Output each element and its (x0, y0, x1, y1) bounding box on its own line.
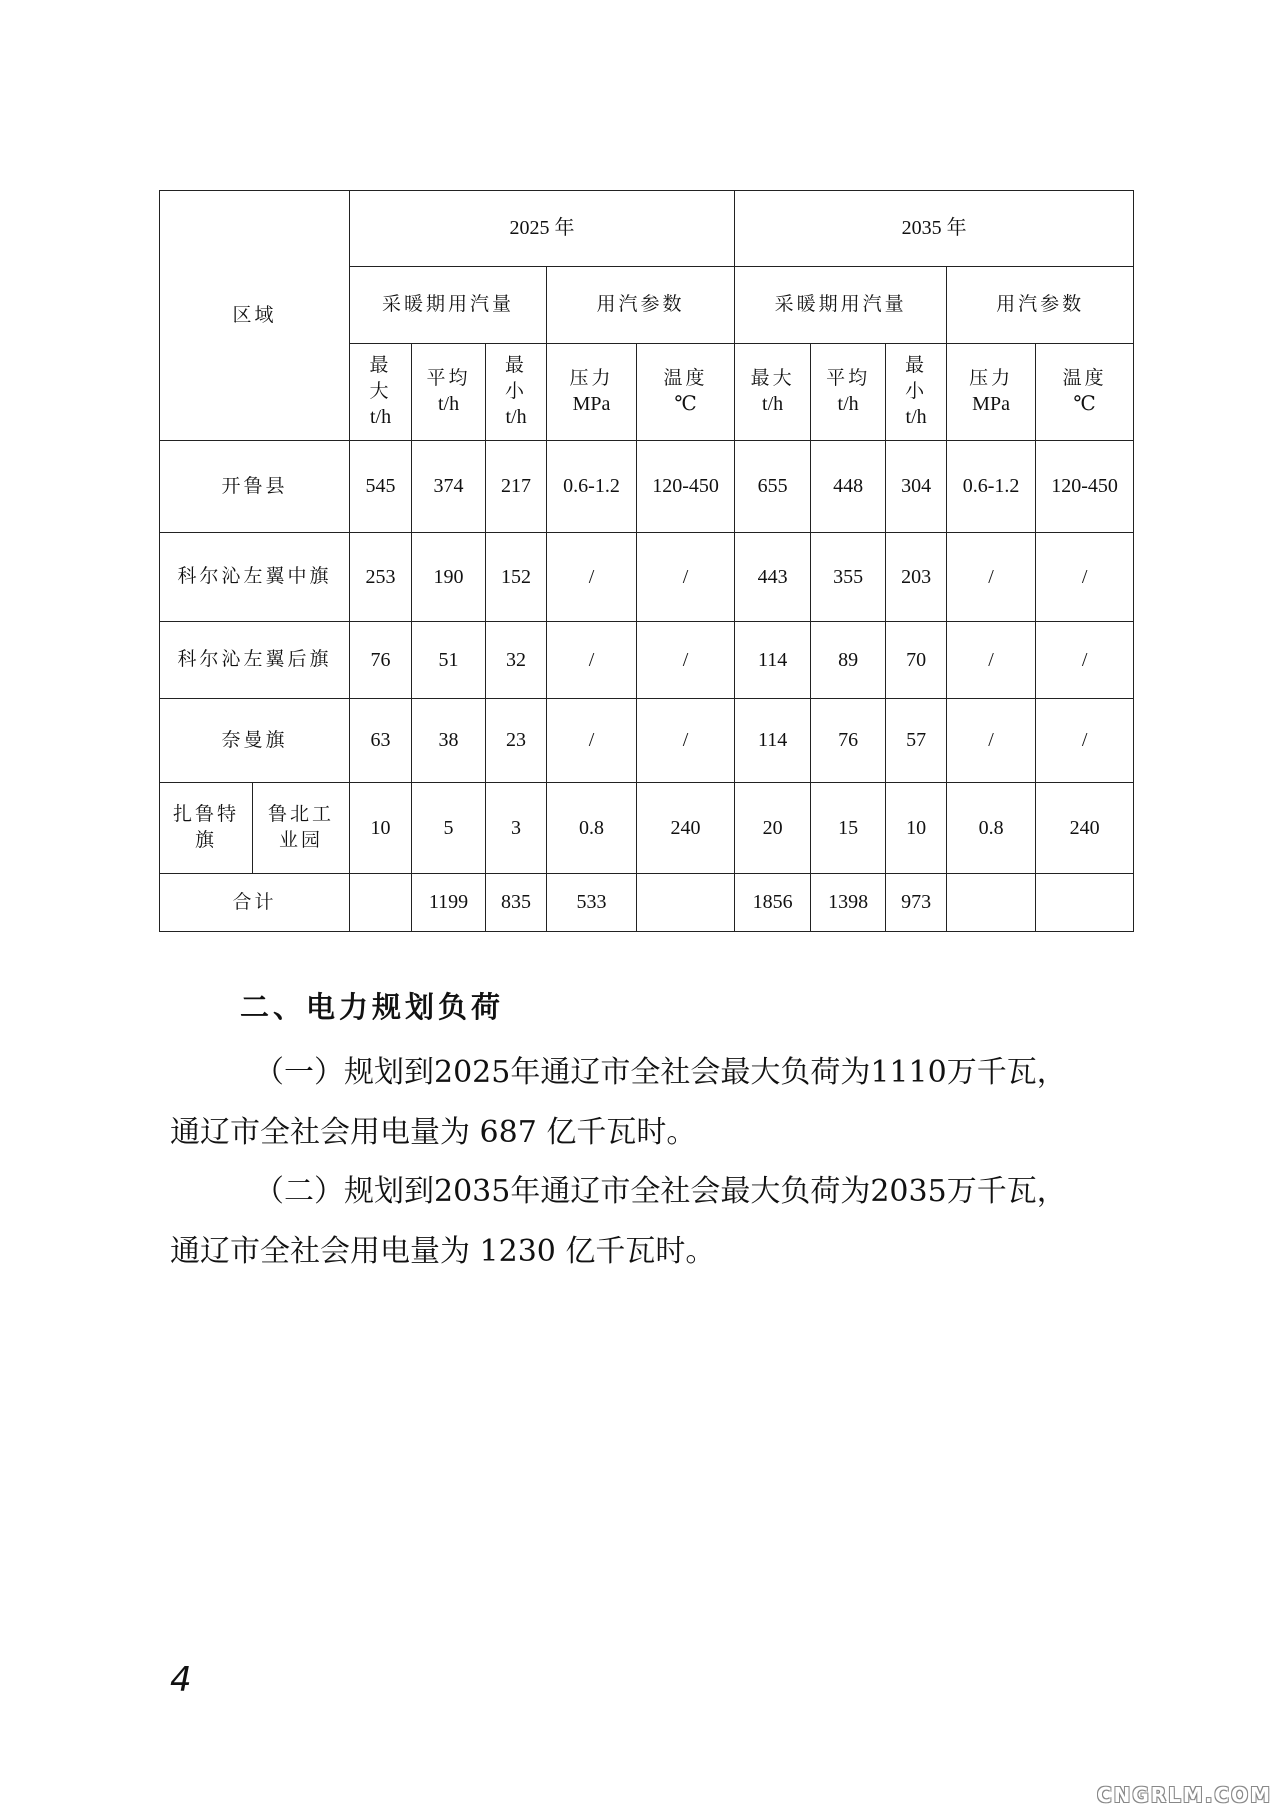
table-cell: 973 (886, 874, 947, 932)
header-sub-line: 压力 (969, 366, 1014, 389)
table-cell: 15 (811, 783, 886, 874)
table-cell: / (1036, 699, 1134, 783)
table-cell: / (947, 533, 1036, 622)
table-cell: 23 (486, 699, 547, 783)
table-cell: 114 (735, 699, 811, 783)
table-cell: 20 (735, 783, 811, 874)
header-sub-line: t/h (837, 393, 859, 416)
table-cell: 120-450 (1036, 441, 1134, 533)
table-row (160, 699, 1134, 783)
table-cell: 38 (412, 699, 486, 783)
table-cell (350, 874, 412, 932)
table-cell: 655 (735, 441, 811, 533)
table-cell: 190 (412, 533, 486, 622)
header-group-heating-2035: 采暖期用汽量 (735, 267, 947, 344)
table-cell (947, 874, 1036, 932)
table-cell: / (947, 622, 1036, 699)
header-sub-cell (547, 344, 637, 441)
table-cell: 152 (486, 533, 547, 622)
header-sub-line: 最 (905, 353, 928, 376)
header-sub-line: 最 (505, 353, 528, 376)
header-sub-line: 平均 (826, 366, 871, 389)
paragraph-line: （一）规划到2025年通辽市全社会最大负荷为1110万千瓦， (254, 1055, 1067, 1090)
table-cell: / (637, 533, 735, 622)
table-cell: 1199 (412, 874, 486, 932)
header-sub-line: 温度 (1062, 366, 1107, 389)
header-sub-line: 温度 (663, 366, 708, 389)
table-row (160, 783, 1134, 874)
header-sub-cell (637, 344, 735, 441)
table-cell: 448 (811, 441, 886, 533)
watermark: CNGRLM.COM (1096, 1783, 1272, 1807)
header-sub-line: 压力 (569, 366, 614, 389)
table-body (160, 441, 1134, 932)
table-row (160, 441, 1134, 533)
table-cell: 1856 (735, 874, 811, 932)
header-sub-line: 小 (505, 379, 528, 402)
header-sub-line: ℃ (674, 393, 697, 416)
table-cell: 1398 (811, 874, 886, 932)
table-cell: 0.8 (547, 783, 637, 874)
table-cell: 57 (886, 699, 947, 783)
table-cell: 51 (412, 622, 486, 699)
table-cell: 304 (886, 441, 947, 533)
row-region: 科尔沁左翼中旗 (160, 533, 350, 622)
header-sub-cell (350, 344, 412, 441)
header-sub-line: MPa (972, 393, 1010, 416)
header-sub-cell (811, 344, 886, 441)
header-sub-line: 平均 (426, 366, 471, 389)
table-cell: / (1036, 622, 1134, 699)
header-group-params-2025: 用汽参数 (547, 267, 735, 344)
table-cell: 5 (412, 783, 486, 874)
table-cell (1036, 874, 1134, 932)
table-row (160, 533, 1134, 622)
region-line: 业园 (279, 829, 324, 851)
total-row (160, 874, 1134, 932)
page-number: 4 (170, 1660, 192, 1700)
header-sub-cell (886, 344, 947, 441)
header-sub-line: t/h (905, 406, 927, 429)
table-cell: 240 (1036, 783, 1134, 874)
table-cell: 76 (350, 622, 412, 699)
header-sub-cell (412, 344, 486, 441)
table-cell: / (1036, 533, 1134, 622)
total-label: 合计 (160, 874, 350, 932)
header-sub-cell (1036, 344, 1134, 441)
table-cell (637, 874, 735, 932)
row-region: 开鲁县 (160, 441, 350, 533)
table-cell: 533 (547, 874, 637, 932)
table-cell: 63 (350, 699, 412, 783)
table-cell: 355 (811, 533, 886, 622)
table-cell: 374 (412, 441, 486, 533)
table-cell: 70 (886, 622, 947, 699)
table-cell: 76 (811, 699, 886, 783)
header-sub-line: MPa (572, 393, 611, 416)
table-cell: 120-450 (637, 441, 735, 533)
header-sub-cell (735, 344, 811, 441)
paragraph-line: 通辽市全社会用电量为 1230 亿千瓦时。 (170, 1234, 716, 1269)
header-sub-line: t/h (437, 393, 460, 416)
table-cell: / (547, 533, 637, 622)
header-year-2025: 2025 年 (350, 191, 735, 267)
header-sub-line: t/h (762, 393, 784, 416)
table-cell: 0.6-1.2 (547, 441, 637, 533)
table-cell: 0.8 (947, 783, 1036, 874)
table-cell: 89 (811, 622, 886, 699)
table-cell: 203 (886, 533, 947, 622)
table-cell: / (547, 622, 637, 699)
region-line: 鲁北工 (268, 803, 335, 826)
paragraph-2025-load (170, 1043, 1130, 1163)
table-cell: 217 (486, 441, 547, 533)
table-cell: 835 (486, 874, 547, 932)
table-cell: / (637, 699, 735, 783)
table-cell: 545 (350, 441, 412, 533)
row-region (160, 783, 253, 874)
header-sub-line: 最大 (750, 366, 795, 389)
table-cell: 10 (886, 783, 947, 874)
row-subregion (253, 783, 350, 874)
table-cell: 10 (350, 783, 412, 874)
section-heading: 二、电力规划负荷 (240, 990, 505, 1024)
header-sub-cell (486, 344, 547, 441)
header-sub-line: t/h (369, 406, 392, 429)
paragraph-line: 通辽市全社会用电量为 687 亿千瓦时。 (170, 1115, 697, 1150)
paragraph-2035-load (170, 1162, 1130, 1282)
header-sub-cell (947, 344, 1036, 441)
table-cell: / (637, 622, 735, 699)
row-region: 科尔沁左翼后旗 (160, 622, 350, 699)
row-region: 奈曼旗 (160, 699, 350, 783)
table-row (160, 622, 1134, 699)
table-cell: / (547, 699, 637, 783)
table-cell: 114 (735, 622, 811, 699)
region-line: 旗 (194, 829, 217, 851)
header-sub-line: 小 (905, 379, 928, 402)
table-cell: 0.6-1.2 (947, 441, 1036, 533)
header-sub-line: t/h (505, 406, 527, 429)
table-cell: 253 (350, 533, 412, 622)
table-cell: / (947, 699, 1036, 783)
header-group-heating-2025: 采暖期用汽量 (350, 267, 547, 344)
header-region: 区域 (160, 191, 350, 441)
header-sub-line: ℃ (1073, 393, 1096, 416)
header-sub-line: 最 (369, 353, 392, 376)
region-line: 扎鲁特 (172, 803, 239, 826)
table-cell: 3 (486, 783, 547, 874)
table-cell: 443 (735, 533, 811, 622)
steam-demand-table (159, 190, 1134, 932)
table-cell: 240 (637, 783, 735, 874)
paragraph-line: （二）规划到2035年通辽市全社会最大负荷为2035万千瓦， (254, 1174, 1067, 1209)
table-cell: 32 (486, 622, 547, 699)
header-year-2035: 2035 年 (735, 191, 1134, 267)
header-group-params-2035: 用汽参数 (947, 267, 1134, 344)
header-sub-line: 大 (369, 379, 392, 402)
